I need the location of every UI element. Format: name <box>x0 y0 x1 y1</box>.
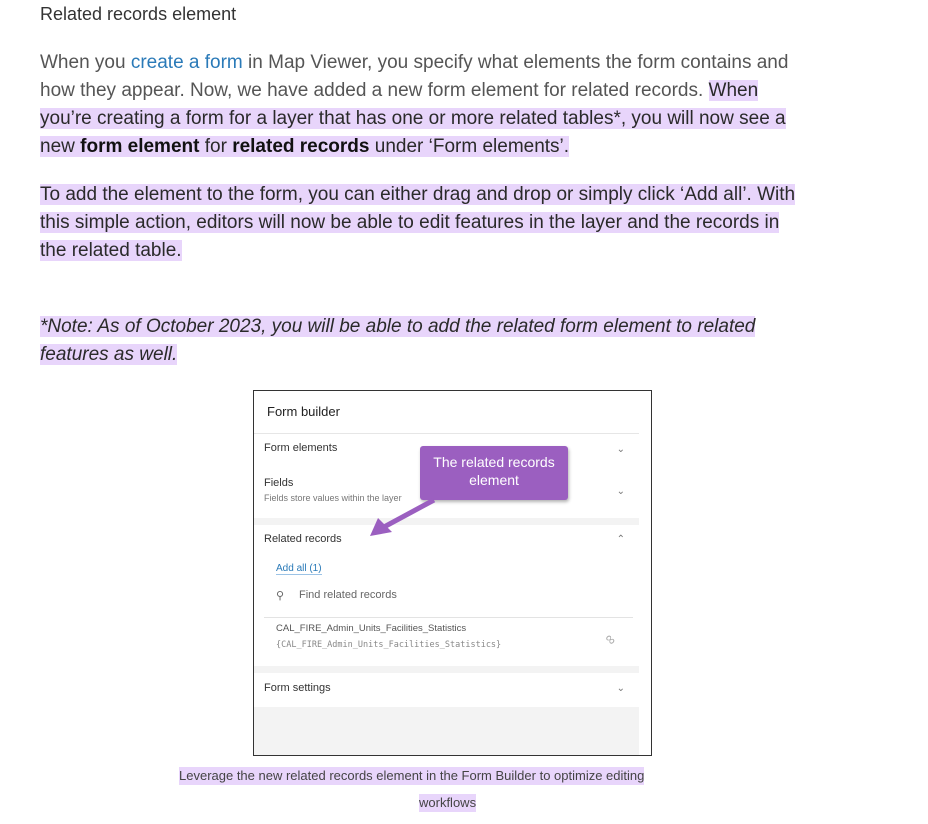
highlighted-text: *Note: As of October 2023, you will be able to add the related form element to related <box>40 316 756 337</box>
chevron-up-icon: ⌃ <box>616 534 625 545</box>
highlighted-text: you’re creating a form for a layer that has one or more related tables*, you will now see a <box>40 108 786 129</box>
search-icon: ⚲ <box>276 590 285 602</box>
highlighted-text: the related table. <box>40 240 182 261</box>
figure-caption: Leverage the new related records element in the Form Builder to optimize editing <box>179 768 645 783</box>
highlighted-text: features as well. <box>40 344 178 365</box>
related-record-id: {CAL_FIRE_Admin_Units_Facilities_Statistics} <box>276 640 502 650</box>
create-form-link[interactable]: create a form <box>130 52 243 73</box>
highlighted-text: To add the element to the form, you can either drag and drop or simply click ‘Add all’. With <box>40 184 796 205</box>
figure-caption: workflows <box>419 795 477 810</box>
paragraph-add-element <box>40 181 795 265</box>
chevron-down-icon: ⌄ <box>616 444 625 455</box>
chevron-down-icon: ⌄ <box>616 486 625 497</box>
form-settings-section: Form settings <box>264 682 331 694</box>
callout: The related records element <box>420 446 568 500</box>
text: in Map Viewer, you specify what elements the form contains and <box>242 52 789 73</box>
form-builder-title: Form builder <box>267 404 340 419</box>
form-elements-section: Form elements <box>264 442 338 454</box>
highlighted-text: When <box>708 80 759 101</box>
fields-section: Fields <box>264 477 294 489</box>
fields-description: Fields store values within the layer <box>264 493 402 503</box>
link-icon: ∞ <box>601 629 621 649</box>
find-related-records-input: Find related records <box>299 589 397 601</box>
arrow-icon <box>364 496 444 541</box>
highlighted-text: this simple action, editors will now be able to edit features in the layer and the records in <box>40 212 780 233</box>
chevron-down-icon: ⌄ <box>616 683 625 694</box>
highlighted-text: new form element for related records under ‘Form elements’. <box>40 136 570 157</box>
paragraph-intro <box>40 49 788 161</box>
form-builder-screenshot <box>253 390 652 756</box>
text: When you <box>40 52 131 73</box>
text: how they appear. Now, we have added a new form element for related records. <box>40 80 709 101</box>
note <box>40 313 755 369</box>
related-records-section: Related records <box>264 533 342 545</box>
add-all-link: Add all (1) <box>276 563 322 574</box>
section-heading: Related records element <box>40 4 237 24</box>
related-record-name: CAL_FIRE_Admin_Units_Facilities_Statistics <box>276 623 467 634</box>
